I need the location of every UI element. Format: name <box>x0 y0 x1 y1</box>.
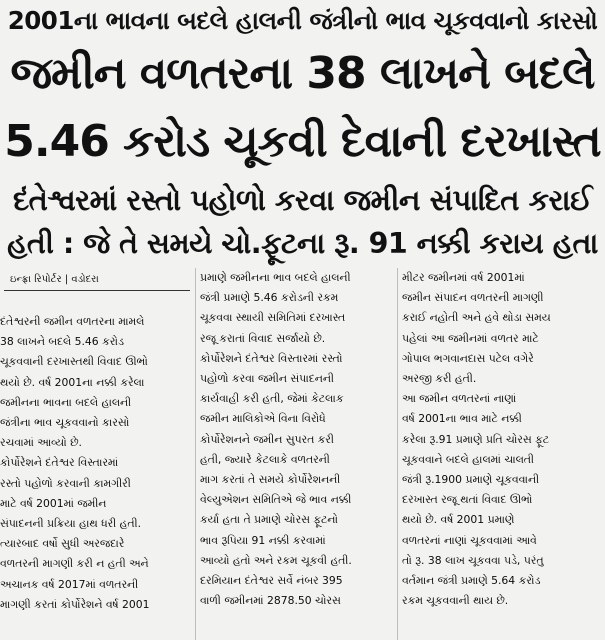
article-line: વળતરની માગણી કરી ન હતી અને <box>0 557 149 571</box>
article-line: તો રૂ. 38 લાખ ચૂકવવા પડે, પરંતુ <box>402 553 544 567</box>
byline: ઇન્ફ્રા રિપોર્ટર | વડોદરા <box>10 274 99 285</box>
article-line: ભાવ રૂપિયા 91 નક્કી કરવામાં <box>200 533 326 547</box>
article-line: કોર્પોરેશનને જમીન સુપરત કરી <box>200 432 334 446</box>
article-line: થયો છે. વર્ષ 2001ના નક્કી કરેલા <box>0 375 145 389</box>
article-line: કરાઈ નહોતી અને હવે થોડા સમય <box>402 311 551 325</box>
article-line: કર્યા હતા તે પ્રમાણે ચોરસ ફૂટનો <box>200 513 338 527</box>
subheadline-line-2: હતી : જે તે સમયે ચો.ફૂટના રૂ. 91 નક્કી કરાય હતા <box>7 227 598 260</box>
article-line: પહોળો કરવા જમીન સંપાદનની <box>200 372 334 386</box>
article-line: પહેલાં આ જમીનમાં વળતર માટે <box>402 331 539 345</box>
article-line: રકમ ચૂકવવાની થાય છે. <box>402 594 509 608</box>
article-line: કોર્પોરેશને દંતેશ્વર વિસ્તારમાં રસ્તો <box>200 351 343 365</box>
article-line: માટે વર્ષ 2001માં જમીન <box>0 496 107 510</box>
article-line: રજૂ કરાતાં વિવાદ સર્જાયો છે. <box>200 331 326 345</box>
article-line: જંત્રી પ્રમાણે 5.46 કરોડની રકમ <box>200 291 339 305</box>
article-column-1 <box>0 312 190 615</box>
subheadline-line-1: દંતેશ્વરમાં રસ્તો પહોળો કરવા જમીન સંપાદિત કરાઈ <box>12 183 593 217</box>
article-line: હતી, જ્યારે કેટલાકે વળતરની <box>200 452 330 466</box>
column-divider <box>195 268 196 640</box>
column-divider <box>397 268 398 640</box>
article-line: 38 લાખને બદલે 5.46 કરોડ <box>0 335 124 349</box>
article-line: વેલ્યુએશન સમિતિએ જે ભાવ નક્કી <box>200 493 352 507</box>
article-line: આવ્યો હતો અને રકમ ચૂકવી હતી. <box>200 553 352 567</box>
article-line: જંત્રી રૂ.1900 પ્રમાણે ચૂકવવાની <box>402 473 540 487</box>
article-line: દંતેશ્વરની જમીન વળતરના મામલે <box>0 315 145 328</box>
article-line: કોર્પોરેશને દંતેશ્વર વિસ્તારમાં <box>0 456 119 470</box>
article-line: માગ કરતાં તે સમયે કોર્પોરેશનની <box>200 473 341 487</box>
article-line: અરજી કરી હતી. <box>402 372 477 386</box>
article-line: જમીન માલિકોએ વિના વિરોધે <box>200 412 326 426</box>
article-line: પ્રમાણે જમીનના ભાવ બદલે હાલની <box>200 271 351 284</box>
article-line: સંપાદનની પ્રક્રિયા હાથ ધરી હતી. <box>0 517 141 531</box>
byline-rule <box>4 290 190 291</box>
article-line: વર્ષ 2001ના ભાવ માટે નક્કી <box>402 412 522 426</box>
article-line: વર્તમાન જંત્રી પ્રમાણે 5.64 કરોડ <box>402 574 541 588</box>
headline-main-line-2: 5.46 કરોડ ચૂકવી દેવાની દરખાસ્ત <box>4 116 601 167</box>
article-line: ચૂકવવાને બદલે હાલમાં ચાલતી <box>402 452 535 466</box>
headline-main-line-1: જમીન વળતરના 38 લાખને બદલે <box>10 48 595 99</box>
article-line: કરેલા રૂ.91 પ્રમાણે પ્રતિ ચોરસ ફૂટ <box>402 432 550 446</box>
article-line: જમીન સંપાદન વળતરની માગણી <box>402 291 544 305</box>
article-line: કાર્યવાહી કરી હતી, જેમાં કેટલાક <box>200 392 344 406</box>
article-line: દરખાસ્ત રજૂ થતાં વિવાદ ઊભો <box>402 493 533 507</box>
article-line: રચવામાં આવ્યો છે. <box>0 436 82 450</box>
article-column-2 <box>200 268 392 611</box>
article-line: માગણી કરતાં કોર્પોરેશને વર્ષ 2001 <box>0 597 150 611</box>
article-column-3 <box>402 268 602 611</box>
article-line: ચૂકવવા સ્થાયી સમિતિમાં દરખાસ્ત <box>200 311 346 325</box>
article-line: અચાનક વર્ષ 2017માં વળતરની <box>0 577 139 591</box>
article-line: જંત્રીના ભાવ ચૂકવવાનો કારસો <box>0 416 130 430</box>
article-line: ગોપાલ ભગવાનદાસ પટેલ વગેરે <box>402 351 534 365</box>
article-line: વળતરનાં નાણાં ચૂકવવામાં આવે <box>402 533 537 547</box>
article-line: જમીનના ભાવના બદલે હાલની <box>0 395 132 409</box>
headline-kicker: 2001ના ભાવના બદલે હાલની જંત્રીનો ભાવ ચૂકવવાનો કારસો <box>7 6 598 35</box>
article-line: દરમિયાન દંતેશ્વર સર્વે નંબર 395 <box>200 574 343 588</box>
article-line: ત્યારબાદ વર્ષો સુધી અરજદારે <box>0 537 125 551</box>
article-line: મીટર જમીનમાં વર્ષ 2001માં <box>402 271 525 284</box>
article-line: ચૂકવવાની દરખાસ્તથી વિવાદ ઊભો <box>0 355 148 369</box>
article-line: રસ્તો પહોળો કરવાની કામગીરી <box>0 476 131 490</box>
article-line: વાળી જમીનમાં 2878.50 ચોરસ <box>200 594 341 608</box>
article-line: થયો છે. વર્ષ 2001 પ્રમાણે <box>402 513 515 527</box>
article-line: આ જમીન વળતરનાં નાણાં <box>402 392 517 406</box>
